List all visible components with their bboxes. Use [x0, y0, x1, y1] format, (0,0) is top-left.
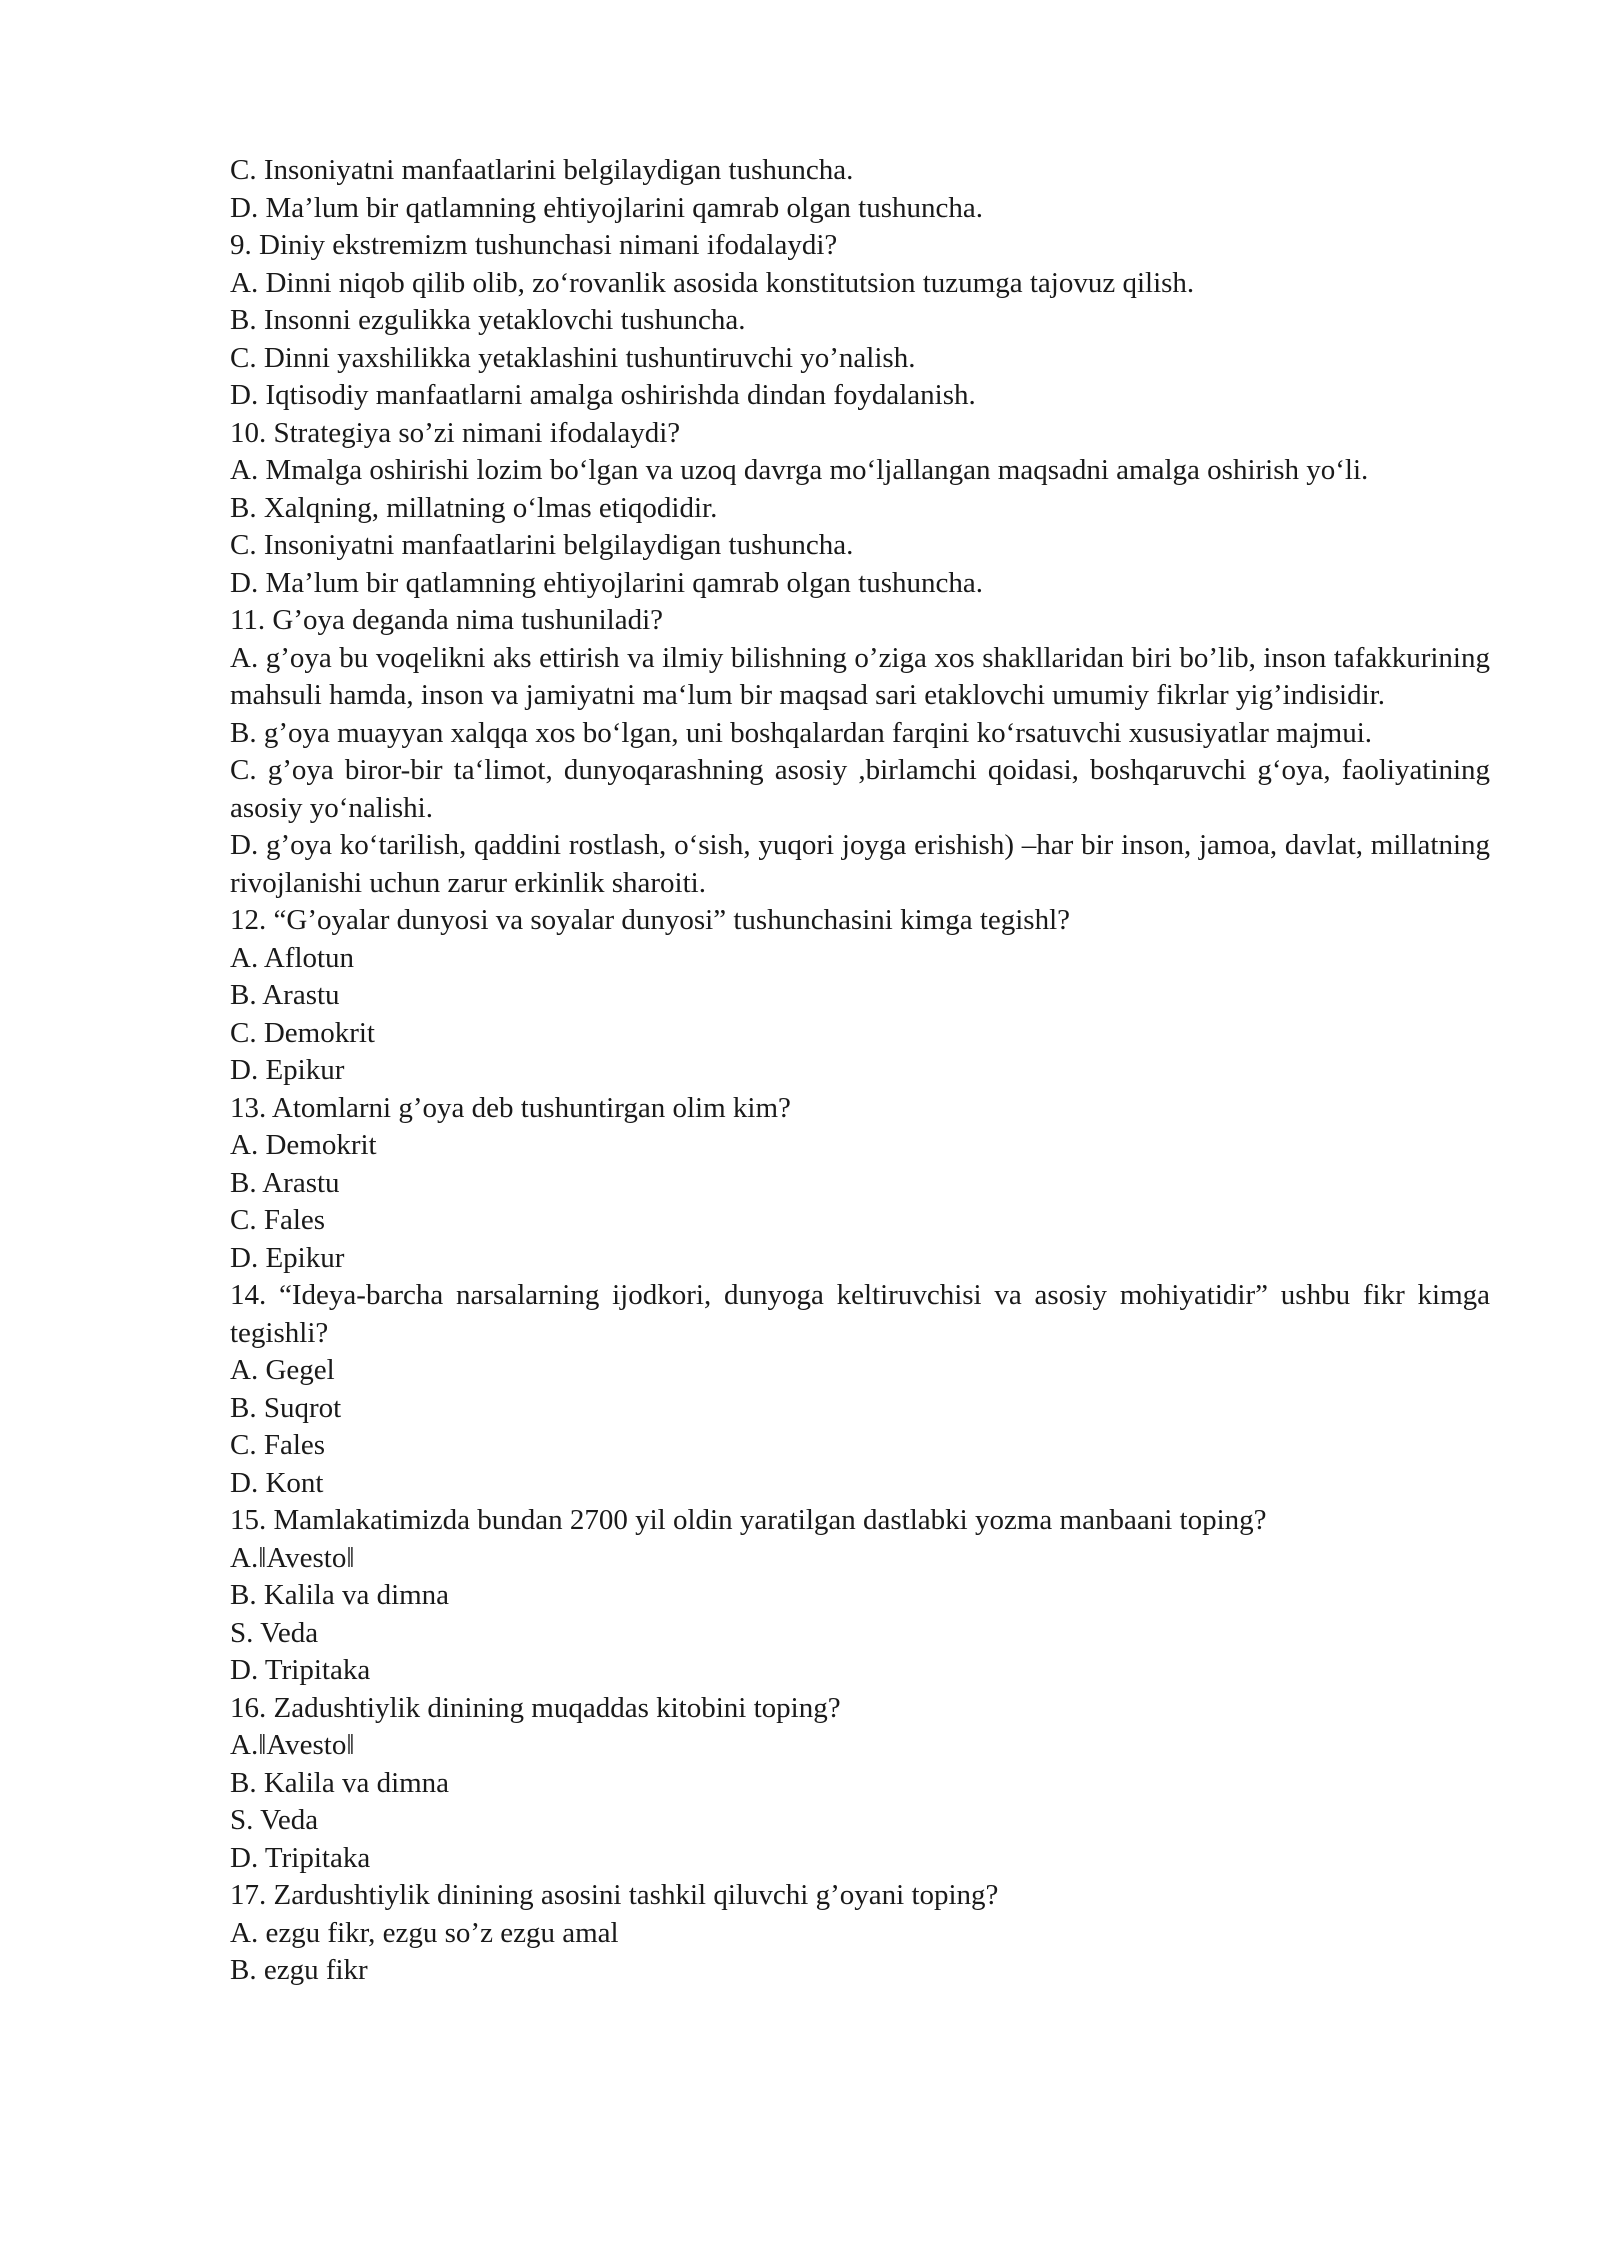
- answer-option: C. Insoniyatni manfaatlarini belgilaydigan tushuncha.: [230, 529, 854, 561]
- answer-option: A. Demokrit: [230, 1129, 377, 1161]
- question-text: 12. “G’oyalar dunyosi va soyalar dunyosi” tushunchasini kimga tegishl?: [230, 904, 1071, 936]
- answer-option: C. Fales: [230, 1204, 326, 1236]
- answer-option: B. Arastu: [230, 1166, 340, 1199]
- answer-option: S. Veda: [230, 1616, 319, 1649]
- answer-option: A. Mmalga oshirishi lozim bo‘lgan va uzoq davrga mo‘ljallangan maqsadni amalga oshirish yo‘li.: [230, 454, 1369, 486]
- answer-option: A. Aflotun: [230, 941, 355, 974]
- answer-option: B. Suqrot: [230, 1391, 342, 1424]
- answer-option: C. Insoniyatni manfaatlarini belgilaydigan tushuncha.: [230, 154, 854, 186]
- question-text: 9. Diniy ekstremizm tushunchasi nimani ifodalaydi?: [230, 229, 838, 261]
- answer-option: B. ezgu fikr: [230, 1954, 368, 1986]
- answer-option: D. Tripitaka: [230, 1654, 371, 1686]
- answer-option: D. Ma’lum bir qatlamning ehtiyojlarini qamrab olgan tushuncha.: [230, 566, 984, 599]
- answer-option: C. g’oya biror-bir ta‘limot, dunyoqarashning asosiy ,birlamchi qoidasi, boshqaruvchi g‘oya, faoliyatining asosiy yo‘nalishi.: [230, 754, 1490, 824]
- answer-option: D. g’oya ko‘tarilish, qaddini rostlash, o‘sish, yuqori joyga erishish) –har bir inson, jamoa, davlat, millatning rivojlanishi uchun zarur erkinlik sharoiti.: [230, 829, 1490, 899]
- answer-option: A. Dinni niqob qilib olib, zo‘rovanlik asosida konstitutsion tuzumga tajovuz qilish.: [230, 266, 1195, 299]
- answer-option: S. Veda: [230, 1804, 319, 1836]
- answer-option: D. Kont: [230, 1466, 324, 1499]
- question-text: 10. Strategiya so’zi nimani ifodalaydi?: [230, 416, 681, 449]
- question-text: 17. Zardushtiylik dinining asosini tashkil qiluvchi g’oyani toping?: [230, 1879, 999, 1911]
- answer-option: D. Tripitaka: [230, 1841, 371, 1874]
- answer-option: A. g’oya bu voqelikni aks ettirish va ilmiy bilishning o’ziga xos shakllaridan biri bo’lib, inson tafakkurining mahsuli hamda, inson va jamiyatni ma‘lum bir maqsad sari etaklovchi umumiy fikrlar yig’indisidir.: [230, 641, 1490, 711]
- answer-option: B. Arastu: [230, 979, 340, 1011]
- question-text: 16. Zadushtiylik dinining muqaddas kitobini toping?: [230, 1691, 841, 1724]
- answer-option: B. Kalila va dimna: [230, 1579, 450, 1611]
- answer-option: A. Gegel: [230, 1354, 335, 1386]
- answer-option: B. Insonni ezgulikka yetaklovchi tushuncha.: [230, 304, 746, 336]
- question-text: 13. Atomlarni g’oya deb tushuntirgan olim kim?: [230, 1091, 791, 1124]
- document-body: [230, 152, 1490, 1990]
- answer-option: C. Demokrit: [230, 1016, 375, 1049]
- answer-option: B. Xalqning, millatning o‘lmas etiqodidir.: [230, 491, 718, 524]
- question-text: 15. Mamlakatimizda bundan 2700 yil oldin yaratilgan dastlabki yozma manbaani toping?: [230, 1504, 1267, 1536]
- answer-option: D. Iqtisodiy manfaatlarni amalga oshirishda dindan foydalanish.: [230, 379, 976, 411]
- answer-option: D. Ma’lum bir qatlamning ehtiyojlarini qamrab olgan tushuncha.: [230, 191, 984, 224]
- answer-option: A.‖Avesto‖: [230, 1729, 355, 1761]
- question-text: 14. “Ideya-barcha narsalarning ijodkori, dunyoga keltiruvchisi va asosiy mohiyatidir” ushbu fikr kimga tegishli?: [230, 1279, 1490, 1349]
- answer-option: A.‖Avesto‖: [230, 1541, 355, 1574]
- answer-option: C. Fales: [230, 1429, 326, 1461]
- answer-option: A. ezgu fikr, ezgu so’z ezgu amal: [230, 1916, 619, 1949]
- answer-option: C. Dinni yaxshilikka yetaklashini tushuntiruvchi yo’nalish.: [230, 341, 916, 374]
- answer-option: B. Kalila va dimna: [230, 1766, 450, 1799]
- question-text: 11. G’oya deganda nima tushuniladi?: [230, 604, 664, 636]
- answer-option: B. g’oya muayyan xalqqa xos bo‘lgan, uni boshqalardan farqini ko‘rsatuvchi xususiyatlar majmui.: [230, 716, 1373, 749]
- answer-option: D. Epikur: [230, 1241, 345, 1274]
- answer-option: D. Epikur: [230, 1054, 345, 1086]
